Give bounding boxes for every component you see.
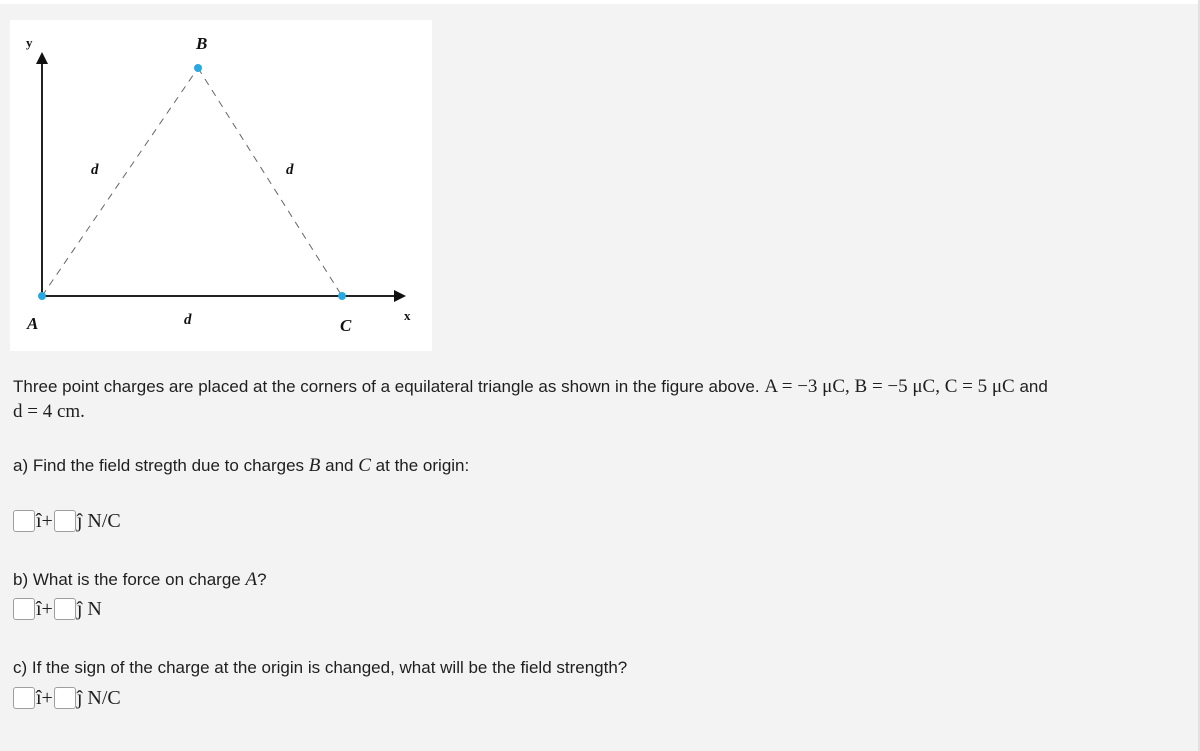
side-AB-dashed — [42, 68, 198, 296]
charge-C-value: C = 5 μC — [944, 376, 1015, 397]
answer-b-row — [13, 595, 103, 623]
point-B — [194, 64, 202, 72]
y-axis-arrow — [36, 52, 48, 64]
label-d-bottom: d — [184, 312, 192, 328]
answer-a-j-unit: ĵ N/C — [76, 509, 121, 532]
answer-a-j-input[interactable] — [54, 510, 76, 532]
label-d-right: d — [286, 162, 294, 178]
question-a-and: and — [325, 456, 354, 475]
x-axis-arrow — [394, 290, 406, 302]
label-d-left: d — [91, 162, 99, 178]
distance-value: d = 4 cm. — [13, 401, 85, 422]
question-a — [13, 455, 469, 477]
question-b — [13, 569, 267, 591]
problem-and: and — [1019, 377, 1048, 396]
question-a-prefix: a) Find the field stregth due to charges — [13, 456, 305, 475]
answer-c-i-input[interactable] — [13, 687, 35, 709]
answer-a-i-unit: î+ — [36, 509, 53, 532]
label-B: B — [196, 34, 208, 53]
question-a-var-B: B — [308, 455, 321, 476]
question-a-var-C: C — [358, 455, 371, 476]
answer-c-i-unit: î+ — [36, 686, 53, 709]
answer-c-j-unit: ĵ N/C — [76, 686, 121, 709]
answer-b-i-unit: î+ — [36, 597, 53, 620]
problem-statement — [13, 374, 1183, 424]
side-BC-dashed — [198, 68, 342, 296]
y-axis-label: y — [26, 35, 33, 50]
point-C — [338, 292, 346, 300]
label-C: C — [340, 316, 352, 335]
answer-c-j-input[interactable] — [54, 687, 76, 709]
question-b-var-A: A — [245, 569, 258, 590]
charge-B-value: B = −5 μC, — [854, 376, 940, 397]
x-axis-label: x — [404, 308, 411, 323]
answer-c-row — [13, 684, 122, 712]
question-b-prefix: b) What is the force on charge — [13, 570, 241, 589]
answer-b-j-unit: ĵ N — [76, 597, 102, 620]
problem-intro: Three point charges are placed at the corners of a equilateral triangle as shown in the figure above. — [13, 377, 760, 396]
answer-b-j-input[interactable] — [54, 598, 76, 620]
question-a-suffix: at the origin: — [375, 456, 470, 475]
question-b-suffix: ? — [257, 570, 267, 589]
charge-A-value: A = −3 μC, — [764, 376, 850, 397]
triangle-diagram — [10, 20, 432, 351]
label-A: A — [27, 314, 39, 333]
answer-b-i-input[interactable] — [13, 598, 35, 620]
question-c-text: c) If the sign of the charge at the origin is changed, what will be the field strength? — [13, 658, 628, 677]
answer-a-row — [13, 507, 122, 535]
triangle-figure — [10, 20, 432, 351]
point-A — [38, 292, 46, 300]
top-border — [0, 0, 1200, 4]
question-c — [13, 658, 627, 678]
answer-a-i-input[interactable] — [13, 510, 35, 532]
